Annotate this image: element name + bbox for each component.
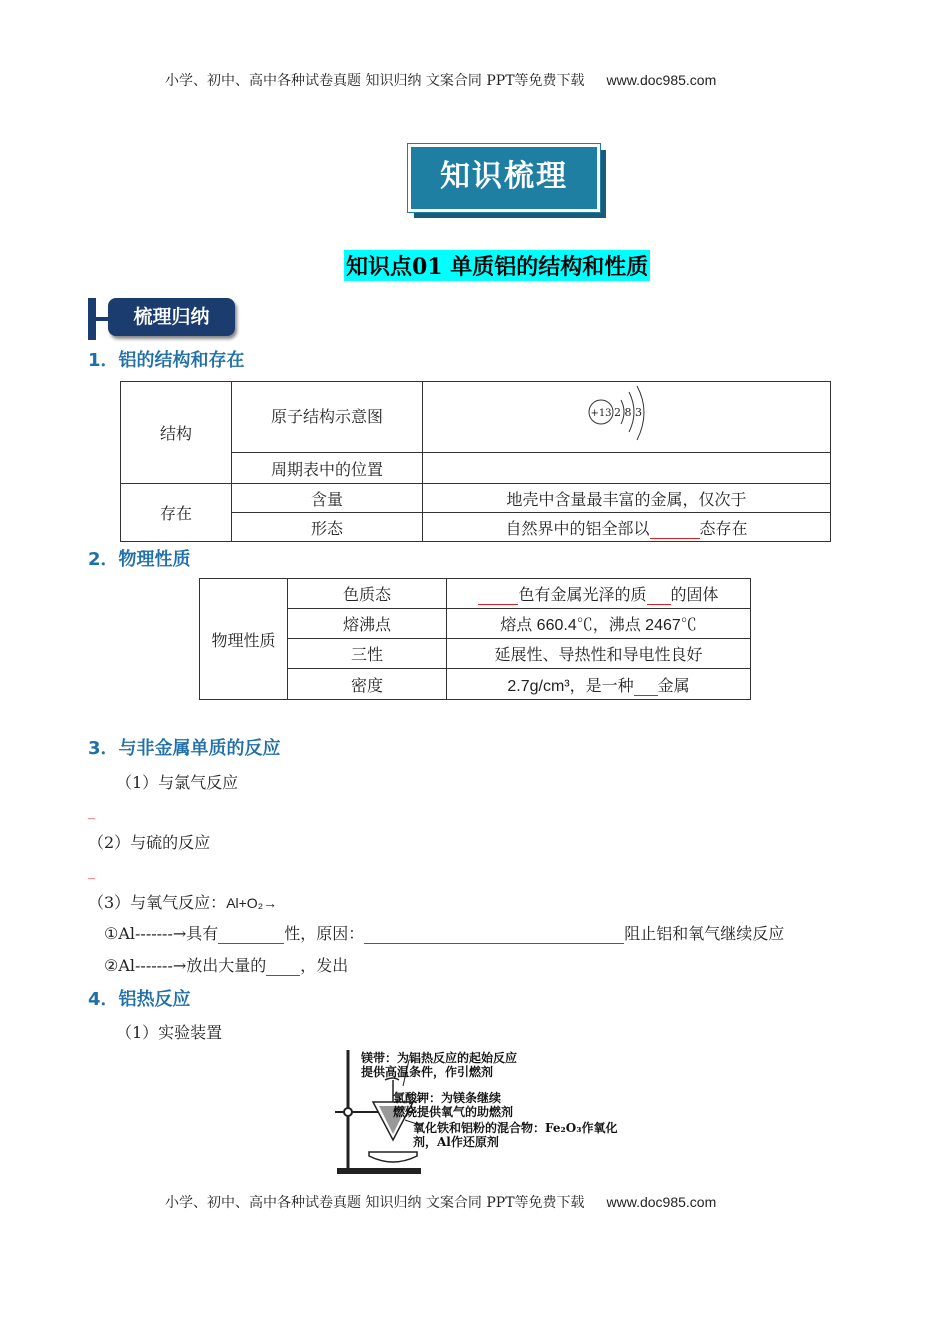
melting-label: 熔沸点 (288, 609, 447, 639)
r3a-suffix: 阻止铝和氧气继续反应 (624, 924, 785, 943)
density-value (447, 669, 751, 700)
form-value (423, 513, 831, 542)
atom-electrons: 2 8 3 (613, 406, 642, 419)
atom-nucleus: +13 (589, 408, 612, 419)
badge-box (108, 298, 235, 336)
physical-properties-table (199, 578, 751, 700)
form-value-b: 态存在 (699, 518, 748, 538)
color-value-b: 的固体 (670, 585, 719, 604)
badge-bar (88, 298, 96, 340)
reaction-oxygen (88, 890, 277, 913)
label-magnesium-b: 提供高温条件，作引燃剂 (361, 1065, 494, 1079)
color-label: 色质态 (288, 579, 447, 609)
label-magnesium-a: 镁带：为铝热反应的起始反应 (361, 1051, 518, 1065)
reaction-oxygen-label: （3）与氧气反应： (88, 893, 227, 912)
three-properties-value: 延展性、导热性和导电性良好 (447, 639, 751, 669)
atom-diagram-label: 原子结构示意图 (232, 382, 423, 453)
section-4-title: 4．铝热反应 (88, 989, 191, 1010)
melting-value: 熔点 660.4℃，沸点 2467℃ (447, 609, 751, 639)
header-text: 小学、初中、高中各种试卷真题 知识归纳 文案合同 PPT等免费下载 (165, 73, 585, 89)
r3a-prefix: ①Al-------→具有 (104, 924, 219, 943)
form-blank[interactable] (650, 519, 700, 539)
label-chlorate-a: 氯酸钾：为镁条继续 (393, 1091, 502, 1105)
reaction-chlorine: （1）与氯气反应 (116, 773, 239, 792)
answer-mark-2[interactable]: _ (88, 864, 95, 880)
existence-cell: 存在 (121, 484, 232, 542)
r3a-blank-1[interactable] (218, 924, 284, 944)
r3a-blank-2[interactable] (364, 924, 624, 944)
atom-diagram-cell (423, 382, 831, 453)
section-1-title: 1．铝的结构和存在 (88, 350, 245, 371)
density-value-a: 2.7g/cm³，是一种 (507, 677, 634, 695)
banner-title: 知识梳理 (440, 159, 568, 194)
form-label: 形态 (232, 513, 423, 542)
footer-site[interactable]: www.doc985.com (606, 1194, 717, 1210)
footer-text: 小学、初中、高中各种试卷真题 知识归纳 文案合同 PPT等免费下载 (165, 1195, 585, 1211)
header-site[interactable]: www.doc985.com (606, 72, 717, 88)
reaction-oxygen-a (104, 921, 784, 944)
experiment-setup-label: （1）实验装置 (116, 1023, 223, 1042)
color-blank[interactable] (478, 585, 518, 605)
r3b-suffix: ，发出 (300, 956, 349, 975)
reaction-sulfur: （2）与硫的反应 (88, 833, 211, 852)
thermite-apparatus-figure (333, 1046, 633, 1178)
content-label: 含量 (232, 484, 423, 513)
section-banner (408, 144, 600, 212)
label-mixture-a: 氧化铁和铝粉的混合物：Fe₂O₃作氧化 (413, 1121, 618, 1135)
reaction-oxygen-formula: Al+O₂→ (226, 895, 278, 911)
label-chlorate-b: 燃烧提供氧气的助燃剂 (393, 1105, 514, 1119)
r3b-blank[interactable] (266, 956, 300, 976)
period-label: 周期表中的位置 (232, 453, 423, 484)
atom-structure-icon (587, 382, 667, 448)
form-value-a: 自然界中的铝全部以 (505, 518, 650, 538)
r3b-prefix: ②Al-------→放出大量的 (104, 956, 267, 975)
thermite-apparatus-icon (333, 1046, 633, 1178)
period-value[interactable] (423, 453, 831, 484)
three-properties-label: 三性 (288, 639, 447, 669)
structure-cell: 结构 (121, 382, 232, 484)
answer-mark-1[interactable]: _ (88, 804, 95, 820)
physical-header: 物理性质 (200, 579, 288, 700)
texture-blank[interactable] (647, 585, 671, 605)
label-mixture-b: 剂，Al作还原剂 (413, 1135, 499, 1149)
section-3-title: 3．与非金属单质的反应 (88, 738, 281, 759)
color-value (447, 579, 751, 609)
density-value-b: 金属 (657, 675, 690, 695)
structure-table (120, 381, 831, 542)
content-value: 地壳中含量最丰富的金属，仅次于 (423, 484, 831, 513)
knowledge-point-title: 知识点01 单质铝的结构和性质 (344, 250, 650, 281)
page-header (165, 70, 716, 90)
density-label: 密度 (288, 669, 447, 700)
section-2-title: 2．物理性质 (88, 549, 191, 570)
page-footer (165, 1192, 716, 1212)
color-value-a: 色有金属光泽的质 (518, 585, 647, 604)
reaction-oxygen-b (104, 953, 348, 976)
r3a-mid: 性，原因： (284, 924, 365, 943)
badge-label: 梳理归纳 (133, 306, 210, 328)
density-blank[interactable] (634, 676, 658, 696)
